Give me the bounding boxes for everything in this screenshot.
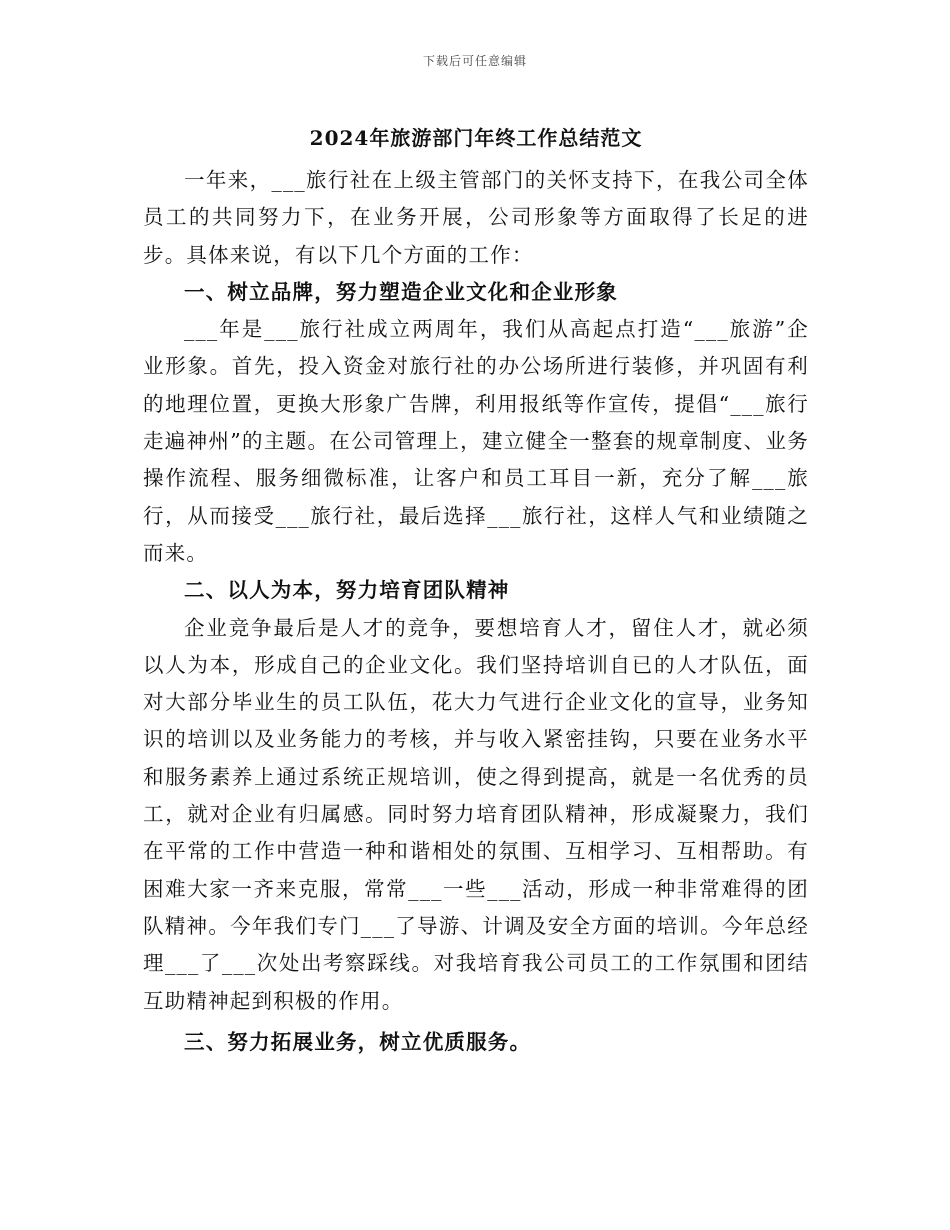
section-body-2: 企业竞争最后是人才的竞争，要想培育人才，留住人才，就必须以人为本，形成自己的企业文化。我们坚持培训自已的人才队伍，面对大部分毕业生的员工队伍，花大力气进行企业文化的宣导，业务知识的培训以及业务能力的考核，并与收入紧密挂钩，只要在业务水平和服务素养上通过系统正规培训，使之得到提高，就是一名优秀的员工，就对企业有归属感。同时努力培育团队精神，形成凝聚力，我们在平常的工作中营造一种和谐相处的氛围、互相学习、互相帮助。有困难大家一齐来克服，常常___一些___活动，形成一种非常难得的团队精神。今年我们专门___了导游、计调及安全方面的培训。今年总经理___了___次处出考察踩线。对我培育我公司员工的工作氛围和团结互助精神起到积极的作用。 <box>143 615 809 1013</box>
page-header-note: 下载后可任意编辑 <box>422 54 527 68</box>
document-body <box>143 124 809 1061</box>
section-heading-2: 二、以人为本，努力培育团队精神 <box>184 578 510 603</box>
section-heading-3: 三、努力拓展业务，树立优质服务。 <box>184 1029 532 1054</box>
section-heading-1: 一、树立品牌，努力塑造企业文化和企业形象 <box>184 279 618 304</box>
intro-paragraph: 一年来，___旅行社在上级主管部门的关怀支持下，在我公司全体员工的共同努力下，在业务开展，公司形象等方面取得了长足的进步。具体来说，有以下几个方面的工作： <box>143 168 809 267</box>
section-body-1: ___年是___旅行社成立两周年，我们从高起点打造“___旅游”企业形象。首先，投入资金对旅行社的办公场所进行装修，并巩固有利的地理位置，更换大形象广告牌，利用报纸等作宣传，提倡“___旅行走遍神州”的主题。在公司管理上，建立健全一整套的规章制度、业务操作流程、服务细微标准，让客户和员工耳目一新，充分了解___旅行，从而接受___旅行社，最后选择___旅行社，这样人气和业绩随之而来。 <box>143 317 809 565</box>
document-title: 2024年旅游部门年终工作总结范文 <box>309 126 643 150</box>
